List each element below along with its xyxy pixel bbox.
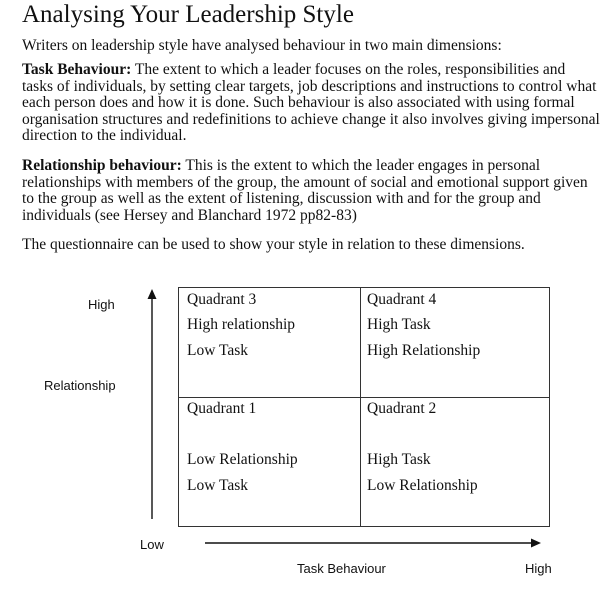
y-axis-name-label: Relationship: [44, 378, 116, 393]
y-axis-high-label: High: [88, 297, 115, 312]
quadrant-2-title: Quadrant 2: [367, 400, 437, 417]
grid-vertical-divider: [360, 288, 361, 526]
task-behaviour-text: The extent to which a leader focuses on the roles, responsibilities and tasks of individuals, by setting clear targets, job descriptions and instructions to control what each person does and how it is done. Such behaviour is also associated with using formal organisation structures and redefinitions to achieve change it also involves giving impersonal direction to the individual.: [22, 61, 600, 145]
quadrant-2-line2: Low Relationship: [367, 477, 478, 494]
y-axis-low-label: Low: [140, 537, 164, 552]
quadrant-4-line2: High Relationship: [367, 342, 481, 359]
y-axis-arrowhead: [148, 289, 157, 299]
x-axis-high-label: High: [525, 561, 552, 576]
relationship-behaviour-text: This is the extent to which the leader engages in personal relationships with members of the group, the amount of social and emotional support given to the group as well as the extent of listening, discussion with and for the group and individuals (see Hersey and Blanchard 1972 pp82-83): [22, 157, 588, 224]
quadrant-1-line1: Low Relationship: [187, 451, 298, 468]
page-title: Analysing Your Leadership Style: [22, 1, 354, 28]
quadrant-3-title: Quadrant 3: [187, 291, 257, 308]
x-axis-arrowhead: [531, 539, 541, 548]
relationship-behaviour-heading: Relationship behaviour:: [22, 157, 182, 174]
quadrant-4-title: Quadrant 4: [367, 291, 437, 308]
task-behaviour-heading: Task Behaviour:: [22, 61, 132, 78]
x-axis-name-label: Task Behaviour: [297, 561, 386, 576]
quadrant-1-title: Quadrant 1: [187, 400, 257, 417]
quadrant-3-line1: High relationship: [187, 316, 296, 333]
quadrant-grid: [178, 287, 550, 527]
quadrant-4-line1: High Task: [367, 316, 431, 333]
questionnaire-note: The questionnaire can be used to show your style in relation to these dimensions.: [22, 236, 525, 253]
grid-horizontal-divider: [179, 397, 549, 398]
quadrant-2-line1: High Task: [367, 451, 431, 468]
quadrant-3-line2: Low Task: [187, 342, 249, 359]
intro-text: Writers on leadership style have analysed behaviour in two main dimensions:: [22, 37, 502, 54]
quadrant-1-line2: Low Task: [187, 477, 249, 494]
